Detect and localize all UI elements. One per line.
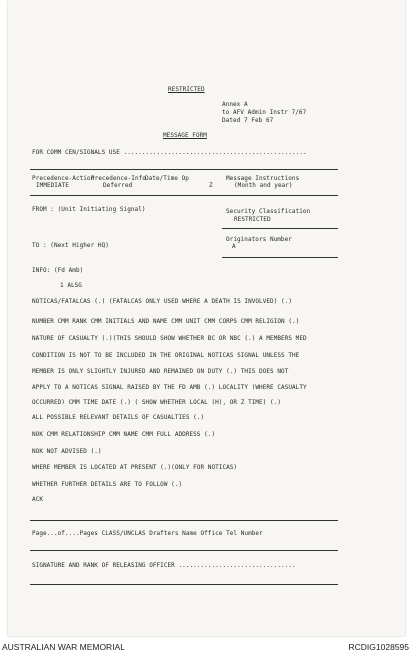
info-label: INFO: (Fd Amb) bbox=[32, 267, 84, 274]
archive-name: AUSTRALIAN WAR MEMORIAL bbox=[2, 642, 125, 652]
datetime-value: Z bbox=[209, 182, 213, 189]
divider-3 bbox=[222, 228, 338, 229]
body-line-13: ACK bbox=[32, 496, 43, 503]
divider-6 bbox=[30, 550, 338, 551]
precedence-action-value: IMMEDIATE bbox=[36, 182, 69, 189]
precedence-info-label: Precedence-Info bbox=[91, 175, 146, 182]
archive-footer bbox=[0, 638, 412, 654]
info-sub: 1 ALSG bbox=[60, 282, 82, 289]
from-label: FROM : (Unit Initiating Signal) bbox=[32, 206, 146, 213]
body-line-5: MEMBER IS ONLY SLIGHTLY INJURED AND REMAINED ON DUTY (.) THIS DOES NOT bbox=[32, 368, 289, 375]
message-instructions-sub: (Month and year) bbox=[234, 182, 293, 189]
body-line-1: NOTICAS/FATALCAS (.) (FATALCAS ONLY USED WHERE A DEATH IS INVOLVED) (.) bbox=[32, 298, 293, 305]
document-page bbox=[8, 0, 405, 636]
body-line-12: WHETHER FURTHER DETAILS ARE TO FOLLOW (.) bbox=[32, 481, 183, 488]
body-line-8: ALL POSSIBLE RELEVANT DETAILS OF CASUALTIES (.) bbox=[32, 414, 205, 421]
body-line-9: NOK CMM RELATIONSHIP CMM NAME CMM FULL ADDRESS (.) bbox=[32, 431, 216, 438]
security-classification-label: Security Classification bbox=[226, 208, 311, 215]
annex-line-1: Annex A bbox=[222, 101, 248, 108]
body-line-4: CONDITION IS NOT TO BE INCLUDED IN THE ORIGINAL NOTICAS SIGNAL UNLESS THE bbox=[32, 352, 300, 359]
archive-reference: RCDIG1028595 bbox=[348, 642, 409, 652]
body-line-3: NATURE OF CASUALTY (.)(THIS SHOULD SHOW WHETHER BC OR NBC (.) A MEMBERS MED bbox=[32, 335, 307, 342]
to-label: TO : (Next Higher HQ) bbox=[32, 242, 109, 249]
divider-2 bbox=[30, 195, 338, 196]
divider-1 bbox=[30, 169, 338, 170]
comm-cen-line: FOR COMM CEN/SIGNALS USE .................................................. bbox=[32, 149, 307, 156]
originators-number-value: A bbox=[232, 243, 236, 250]
body-line-7: OCCURRED) CMM TIME DATE (.) ( SHOW WHETHER LOCAL (H), OR Z TIME) (.) bbox=[32, 399, 282, 406]
divider-7 bbox=[30, 584, 338, 585]
body-line-10: NOK NOT ADVISED (.) bbox=[32, 448, 102, 455]
form-title: MESSAGE FORM bbox=[163, 132, 207, 139]
body-line-2: NUMBER CMM RANK CMM INITIALS AND NAME CMM UNIT CMM CORPS CMM RELIGION (.) bbox=[32, 318, 300, 325]
annex-line-2: to AFV Admin Instr 7/67 bbox=[222, 109, 307, 116]
annex-line-3: Dated 7 Feb 67 bbox=[222, 117, 274, 124]
body-line-6: APPLY TO A NOTICAS SIGNAL RAISED BY THE FD AMB (.) LOCALITY (WHERE CASUALTY bbox=[32, 384, 307, 391]
security-classification-value: RESTRICTED bbox=[234, 216, 271, 223]
precedence-info-value: Deferred bbox=[103, 182, 133, 189]
precedence-action-label: Precedence-Action bbox=[32, 175, 95, 182]
originators-number-label: Originators Number bbox=[226, 236, 292, 243]
divider-4 bbox=[222, 257, 338, 258]
datetime-label: Date/Time Op bbox=[145, 175, 189, 182]
message-instructions-label: Message Instructions bbox=[226, 175, 300, 182]
page-class-line: Page...of....Pages CLASS/UNCLAS Drafters Name Office Tel Number bbox=[32, 530, 263, 537]
divider-5 bbox=[30, 520, 338, 521]
signature-line: SIGNATURE AND RANK OF RELEASING OFFICER ................................ bbox=[32, 562, 296, 569]
body-line-11: WHERE MEMBER IS LOCATED AT PRESENT (.)(ONLY FOR NOTICAS) bbox=[32, 464, 238, 471]
classification-heading: RESTRICTED bbox=[168, 86, 205, 93]
